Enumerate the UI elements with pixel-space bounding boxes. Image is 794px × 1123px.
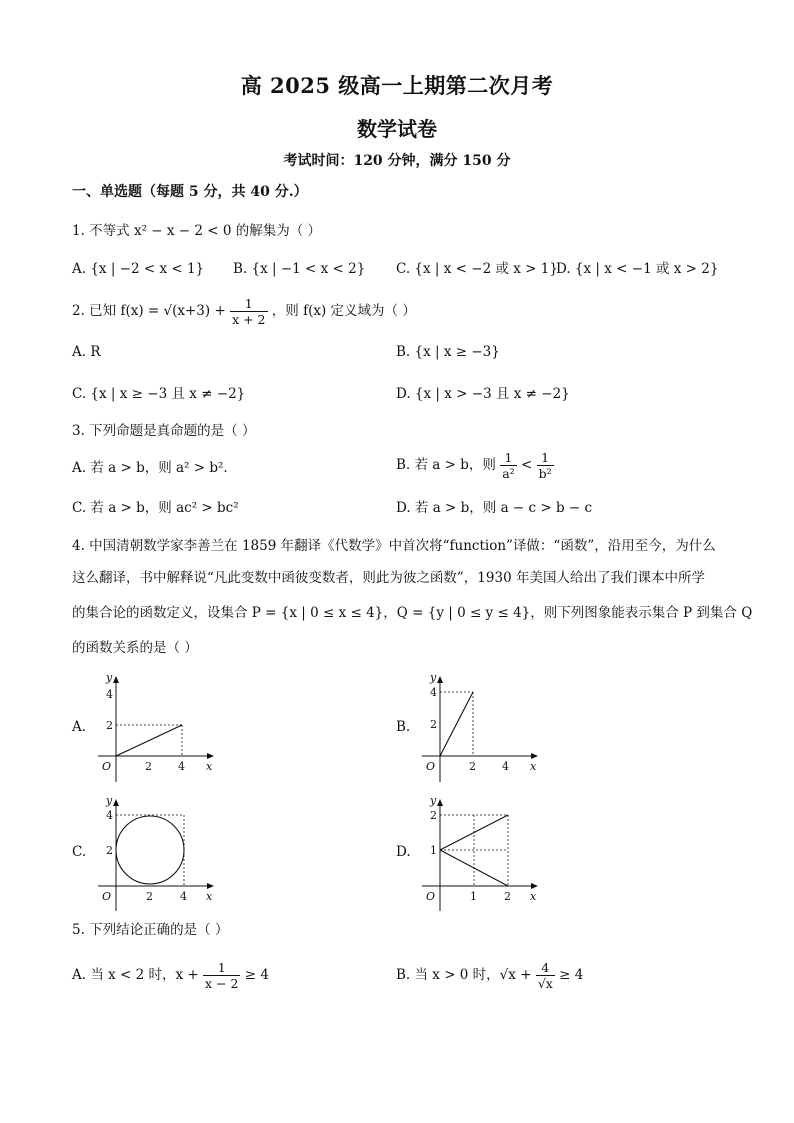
graph-c-circle [116,816,184,884]
subject-title: 数学试卷 [357,117,437,141]
exam-info: 考试时间：120 分钟，满分 150 分 [283,153,511,169]
q3-b-frac2-den: b² [538,466,552,481]
graph-c-x-arrow [207,883,214,889]
graph-c-x-label: x [206,890,213,903]
q3-b-frac1-den: a² [502,466,515,481]
section-heading: 一、单选题（每题 5 分，共 40 分.） [72,184,308,200]
q3-option-a: A. 若 a > b，则 a² > b². [72,460,228,476]
q3-option-b-pre: B. 若 a > b，则 [396,457,496,473]
q5-a-frac-num: 1 [203,960,240,976]
q1-option-b: B. {x | −1 < x < 2} [233,261,366,277]
graph-c-y-arrow [113,799,119,806]
q3-b-fraction-1 [500,450,516,481]
q4-graph-a [88,670,228,785]
q2-fraction [230,296,267,327]
q4-line-4: 的函数关系的是（ ） [72,640,198,656]
graph-a-x-arrow [207,753,214,759]
q4-graph-d-label: D. [396,844,411,860]
q5-option-b [396,960,583,991]
graph-b-xtick-2: 2 [469,760,476,773]
graph-c-xtick-4: 4 [180,890,187,903]
q5-a-post: ≥ 4 [244,967,269,983]
q4-line-3: 的集合论的函数定义，设集合 P = {x | 0 ≤ x ≤ 4}，Q = {y | 0 ≤ y ≤ 4}，则下列图象能表示集合 P 到集合 Q [72,605,753,621]
q4-graph-a-label: A. [72,719,87,735]
q2-option-d: D. {x | x > −3 且 x ≠ −2} [396,386,570,402]
graph-d-x-arrow [531,883,538,889]
graph-d-origin: O [426,890,436,903]
q1-stem: 1. 不等式 x² − x − 2 < 0 的解集为（ ） [72,223,322,239]
graph-a-xtick-2: 2 [145,760,152,773]
graph-c-xtick-2: 2 [146,890,153,903]
q2-frac-num: 1 [230,296,267,312]
graph-b-x-label: x [530,760,537,773]
graph-a-y-arrow [113,676,119,683]
graph-a-x-label: x [206,760,213,773]
q4-graph-b [412,670,552,785]
q2-stem-pre: 2. 已知 f(x) = √(x+3) + [72,303,226,319]
q3-b-fraction-2 [537,450,554,481]
graph-a-origin: O [102,760,112,773]
q5-stem: 5. 下列结论正确的是（ ） [72,922,229,938]
graph-d-xtick-2: 2 [504,890,511,903]
q3-b-frac1-num: 1 [500,450,516,466]
q3-stem: 3. 下列命题是真命题的是（ ） [72,423,256,439]
q5-b-pre: B. 当 x > 0 时，√x + [396,967,532,983]
q3-option-b [396,450,554,481]
graph-b-y-label: y [430,671,437,684]
q2-option-c: C. {x | x ≥ −3 且 x ≠ −2} [72,386,246,402]
graph-d-ytick-2: 2 [430,809,437,822]
graph-d-ytick-1: 1 [430,844,437,857]
q5-a-fraction [203,960,240,991]
graph-b-y-arrow [437,676,443,683]
graph-a-xtick-4: 4 [178,760,185,773]
graph-b-x-arrow [531,753,538,759]
graph-d-y-arrow [437,799,443,806]
q5-a-pre: A. 当 x < 2 时，x + [72,967,199,983]
exam-title: 高 2025 级高一上期第二次月考 [240,73,554,98]
q2-frac-den: x + 2 [232,312,266,327]
q3-b-frac2-num: 1 [537,450,554,466]
q5-b-fraction [536,960,555,991]
graph-b-ytick-2: 2 [430,718,437,731]
graph-a-ytick-2: 2 [106,719,113,732]
q5-b-post: ≥ 4 [559,967,584,983]
q5-a-frac-den: x − 2 [205,976,239,991]
q3-option-c: C. 若 a > b，则 ac² > bc² [72,500,239,516]
graph-b-origin: O [426,760,436,773]
q4-line-1: 4. 中国清朝数学家李善兰在 1859 年翻译《代数学》中首次将“function”译做：“函数”，沿用至今，为什么 [72,538,716,554]
graph-c-ytick-4: 4 [106,809,113,822]
graph-c-ytick-2: 2 [106,844,113,857]
graph-c-origin: O [102,890,112,903]
graph-d-x-label: x [530,890,537,903]
q2-option-a: A. R [72,344,101,360]
q3-option-d: D. 若 a > b，则 a − c > b − c [396,500,593,516]
graph-a-curve [116,725,182,756]
q4-graph-b-label: B. [396,719,411,735]
q5-option-a [72,960,269,991]
q2-stem-post: ，则 f(x) 定义域为（ ） [271,303,416,319]
graph-b-ytick-4: 4 [430,686,437,699]
q2-option-b: B. {x | x ≥ −3} [396,344,500,360]
graph-d-xtick-1: 1 [470,890,477,903]
graph-c-y-label: y [106,794,113,807]
q4-graph-c-label: C. [72,844,87,860]
q4-graph-c [88,793,228,913]
q4-graph-d [412,793,552,913]
q1-option-a: A. {x | −2 < x < 1} [72,261,205,277]
graph-b-xtick-4: 4 [502,760,509,773]
q3-b-less-than: < [520,457,533,473]
graph-a-ytick-4: 4 [106,688,113,701]
q5-b-frac-den: √x [537,976,553,991]
q1-option-d: D. {x | x < −1 或 x > 2} [556,261,719,277]
q1-option-c: C. {x | x < −2 或 x > 1} [396,261,558,277]
q4-line-2: 这么翻译，书中解释说“凡此变数中函彼变数者，则此为彼之函数”，1930 年美国人给出了我们课本中所学 [72,570,705,586]
graph-b-curve [440,692,473,756]
q5-b-frac-num: 4 [536,960,555,976]
graph-d-y-label: y [430,794,437,807]
q2-stem [72,296,416,327]
graph-a-y-label: y [106,671,113,684]
